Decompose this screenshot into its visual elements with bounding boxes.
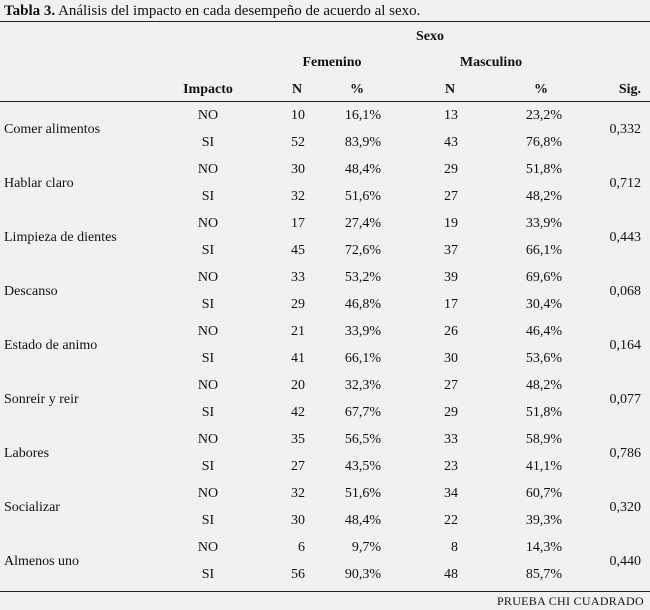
masculino-n-cell: 33	[444, 432, 458, 447]
femenino-n-cell: 42	[291, 405, 305, 420]
femenino-n-cell: 20	[291, 378, 305, 393]
masculino-n-cell: 23	[444, 459, 458, 474]
femenino-pct-cell: 32,3%	[344, 378, 381, 393]
impacto-cell: SI	[201, 459, 215, 474]
impacto-cell: SI	[201, 351, 215, 366]
masculino-pct-cell: 48,2%	[525, 378, 562, 393]
header-impacto: Impacto	[183, 82, 233, 97]
sig-cell: 0,712	[609, 175, 641, 191]
femenino-pct-cell: 72,6%	[344, 243, 381, 258]
header-masculino-n: N	[444, 82, 456, 97]
table-footnote: PRUEBA CHI CUADRADO	[496, 594, 644, 608]
femenino-pct-cell: 83,9%	[344, 135, 381, 150]
row-label: Almenos uno	[4, 553, 80, 569]
sig-cell: 0,068	[609, 283, 641, 299]
femenino-n-cell: 10	[291, 108, 305, 123]
row-label: Estado de animo	[4, 337, 98, 353]
sig-cell: 0,440	[609, 553, 641, 569]
femenino-n-cell: 45	[291, 243, 305, 258]
femenino-n-cell: 29	[291, 297, 305, 312]
masculino-n-cell: 37	[444, 243, 458, 258]
masculino-n-cell: 48	[444, 567, 458, 582]
impacto-cell: NO	[197, 270, 219, 285]
header-femenino: Femenino	[302, 55, 362, 70]
femenino-pct-cell: 43,5%	[344, 459, 381, 474]
table-caption	[4, 2, 420, 20]
row-label: Sonreir y reir	[4, 391, 79, 407]
table-caption-text: Análisis del impacto en cada desempeño de acuerdo al sexo.	[55, 3, 421, 19]
masculino-pct-cell: 69,6%	[525, 270, 562, 285]
row-label: Labores	[4, 445, 50, 461]
femenino-n-cell: 30	[291, 162, 305, 177]
table-caption-label: Tabla 3.	[4, 3, 56, 19]
masculino-pct-cell: 48,2%	[525, 189, 562, 204]
masculino-pct-cell: 30,4%	[525, 297, 562, 312]
masculino-n-cell: 17	[444, 297, 458, 312]
header-sexo: Sexo	[416, 29, 444, 44]
femenino-n-cell: 27	[291, 459, 305, 474]
masculino-n-cell: 29	[444, 162, 458, 177]
impacto-cell: NO	[197, 486, 219, 501]
impacto-cell: NO	[197, 540, 219, 555]
impacto-cell: NO	[197, 162, 219, 177]
femenino-n-cell: 33	[291, 270, 305, 285]
masculino-n-cell: 34	[444, 486, 458, 501]
femenino-pct-cell: 27,4%	[344, 216, 381, 231]
impacto-cell: SI	[201, 567, 215, 582]
impacto-cell: SI	[201, 405, 215, 420]
row-label: Descanso	[4, 283, 58, 299]
masculino-n-cell: 22	[444, 513, 458, 528]
femenino-n-cell: 30	[291, 513, 305, 528]
masculino-pct-cell: 14,3%	[525, 540, 562, 555]
impacto-cell: SI	[201, 297, 215, 312]
impacto-cell: SI	[201, 189, 215, 204]
header-rule	[0, 101, 650, 102]
femenino-n-cell: 6	[298, 540, 305, 555]
femenino-pct-cell: 66,1%	[344, 351, 381, 366]
row-label: Socializar	[4, 499, 60, 515]
femenino-n-cell: 56	[291, 567, 305, 582]
masculino-n-cell: 43	[444, 135, 458, 150]
femenino-pct-cell: 51,6%	[344, 486, 381, 501]
femenino-pct-cell: 46,8%	[344, 297, 381, 312]
femenino-n-cell: 52	[291, 135, 305, 150]
masculino-pct-cell: 53,6%	[525, 351, 562, 366]
impacto-cell: NO	[197, 324, 219, 339]
femenino-pct-cell: 67,7%	[344, 405, 381, 420]
header-femenino-n: N	[291, 82, 303, 97]
impacto-cell: SI	[201, 243, 215, 258]
femenino-pct-cell: 33,9%	[344, 324, 381, 339]
femenino-pct-cell: 16,1%	[344, 108, 381, 123]
masculino-n-cell: 13	[444, 108, 458, 123]
femenino-n-cell: 17	[291, 216, 305, 231]
femenino-pct-cell: 48,4%	[344, 513, 381, 528]
sig-cell: 0,164	[609, 337, 641, 353]
impacto-cell: SI	[201, 135, 215, 150]
masculino-pct-cell: 51,8%	[525, 162, 562, 177]
masculino-pct-cell: 41,1%	[525, 459, 562, 474]
masculino-n-cell: 27	[444, 378, 458, 393]
masculino-pct-cell: 39,3%	[525, 513, 562, 528]
masculino-pct-cell: 58,9%	[525, 432, 562, 447]
femenino-pct-cell: 48,4%	[344, 162, 381, 177]
bottom-rule	[0, 591, 650, 592]
masculino-pct-cell: 60,7%	[525, 486, 562, 501]
masculino-n-cell: 26	[444, 324, 458, 339]
masculino-n-cell: 29	[444, 405, 458, 420]
row-label: Hablar claro	[4, 175, 74, 191]
header-femenino-pct: %	[350, 82, 364, 97]
femenino-n-cell: 41	[291, 351, 305, 366]
top-rule	[0, 21, 650, 22]
femenino-pct-cell: 90,3%	[344, 567, 381, 582]
masculino-n-cell: 8	[451, 540, 458, 555]
femenino-pct-cell: 56,5%	[344, 432, 381, 447]
sig-cell: 0,077	[609, 391, 641, 407]
masculino-pct-cell: 85,7%	[525, 567, 562, 582]
femenino-n-cell: 35	[291, 432, 305, 447]
masculino-pct-cell: 46,4%	[525, 324, 562, 339]
row-label: Comer alimentos	[4, 121, 101, 137]
impacto-cell: NO	[197, 108, 219, 123]
femenino-pct-cell: 53,2%	[344, 270, 381, 285]
sig-cell: 0,320	[609, 499, 641, 515]
row-label: Limpieza de dientes	[4, 229, 117, 245]
masculino-pct-cell: 23,2%	[525, 108, 562, 123]
header-masculino-pct: %	[534, 82, 548, 97]
impacto-cell: SI	[201, 513, 215, 528]
header-masculino: Masculino	[459, 55, 523, 70]
sig-cell: 0,443	[609, 229, 641, 245]
masculino-n-cell: 27	[444, 189, 458, 204]
masculino-n-cell: 19	[444, 216, 458, 231]
impacto-cell: NO	[197, 432, 219, 447]
sig-cell: 0,786	[609, 445, 641, 461]
sig-cell: 0,332	[609, 121, 641, 137]
masculino-pct-cell: 76,8%	[525, 135, 562, 150]
masculino-pct-cell: 33,9%	[525, 216, 562, 231]
masculino-pct-cell: 51,8%	[525, 405, 562, 420]
impacto-cell: NO	[197, 216, 219, 231]
femenino-pct-cell: 9,7%	[351, 540, 381, 555]
masculino-n-cell: 39	[444, 270, 458, 285]
femenino-pct-cell: 51,6%	[344, 189, 381, 204]
femenino-n-cell: 32	[291, 486, 305, 501]
femenino-n-cell: 21	[291, 324, 305, 339]
impacto-cell: NO	[197, 378, 219, 393]
masculino-n-cell: 30	[444, 351, 458, 366]
femenino-n-cell: 32	[291, 189, 305, 204]
header-sig: Sig.	[618, 82, 641, 97]
masculino-pct-cell: 66,1%	[525, 243, 562, 258]
